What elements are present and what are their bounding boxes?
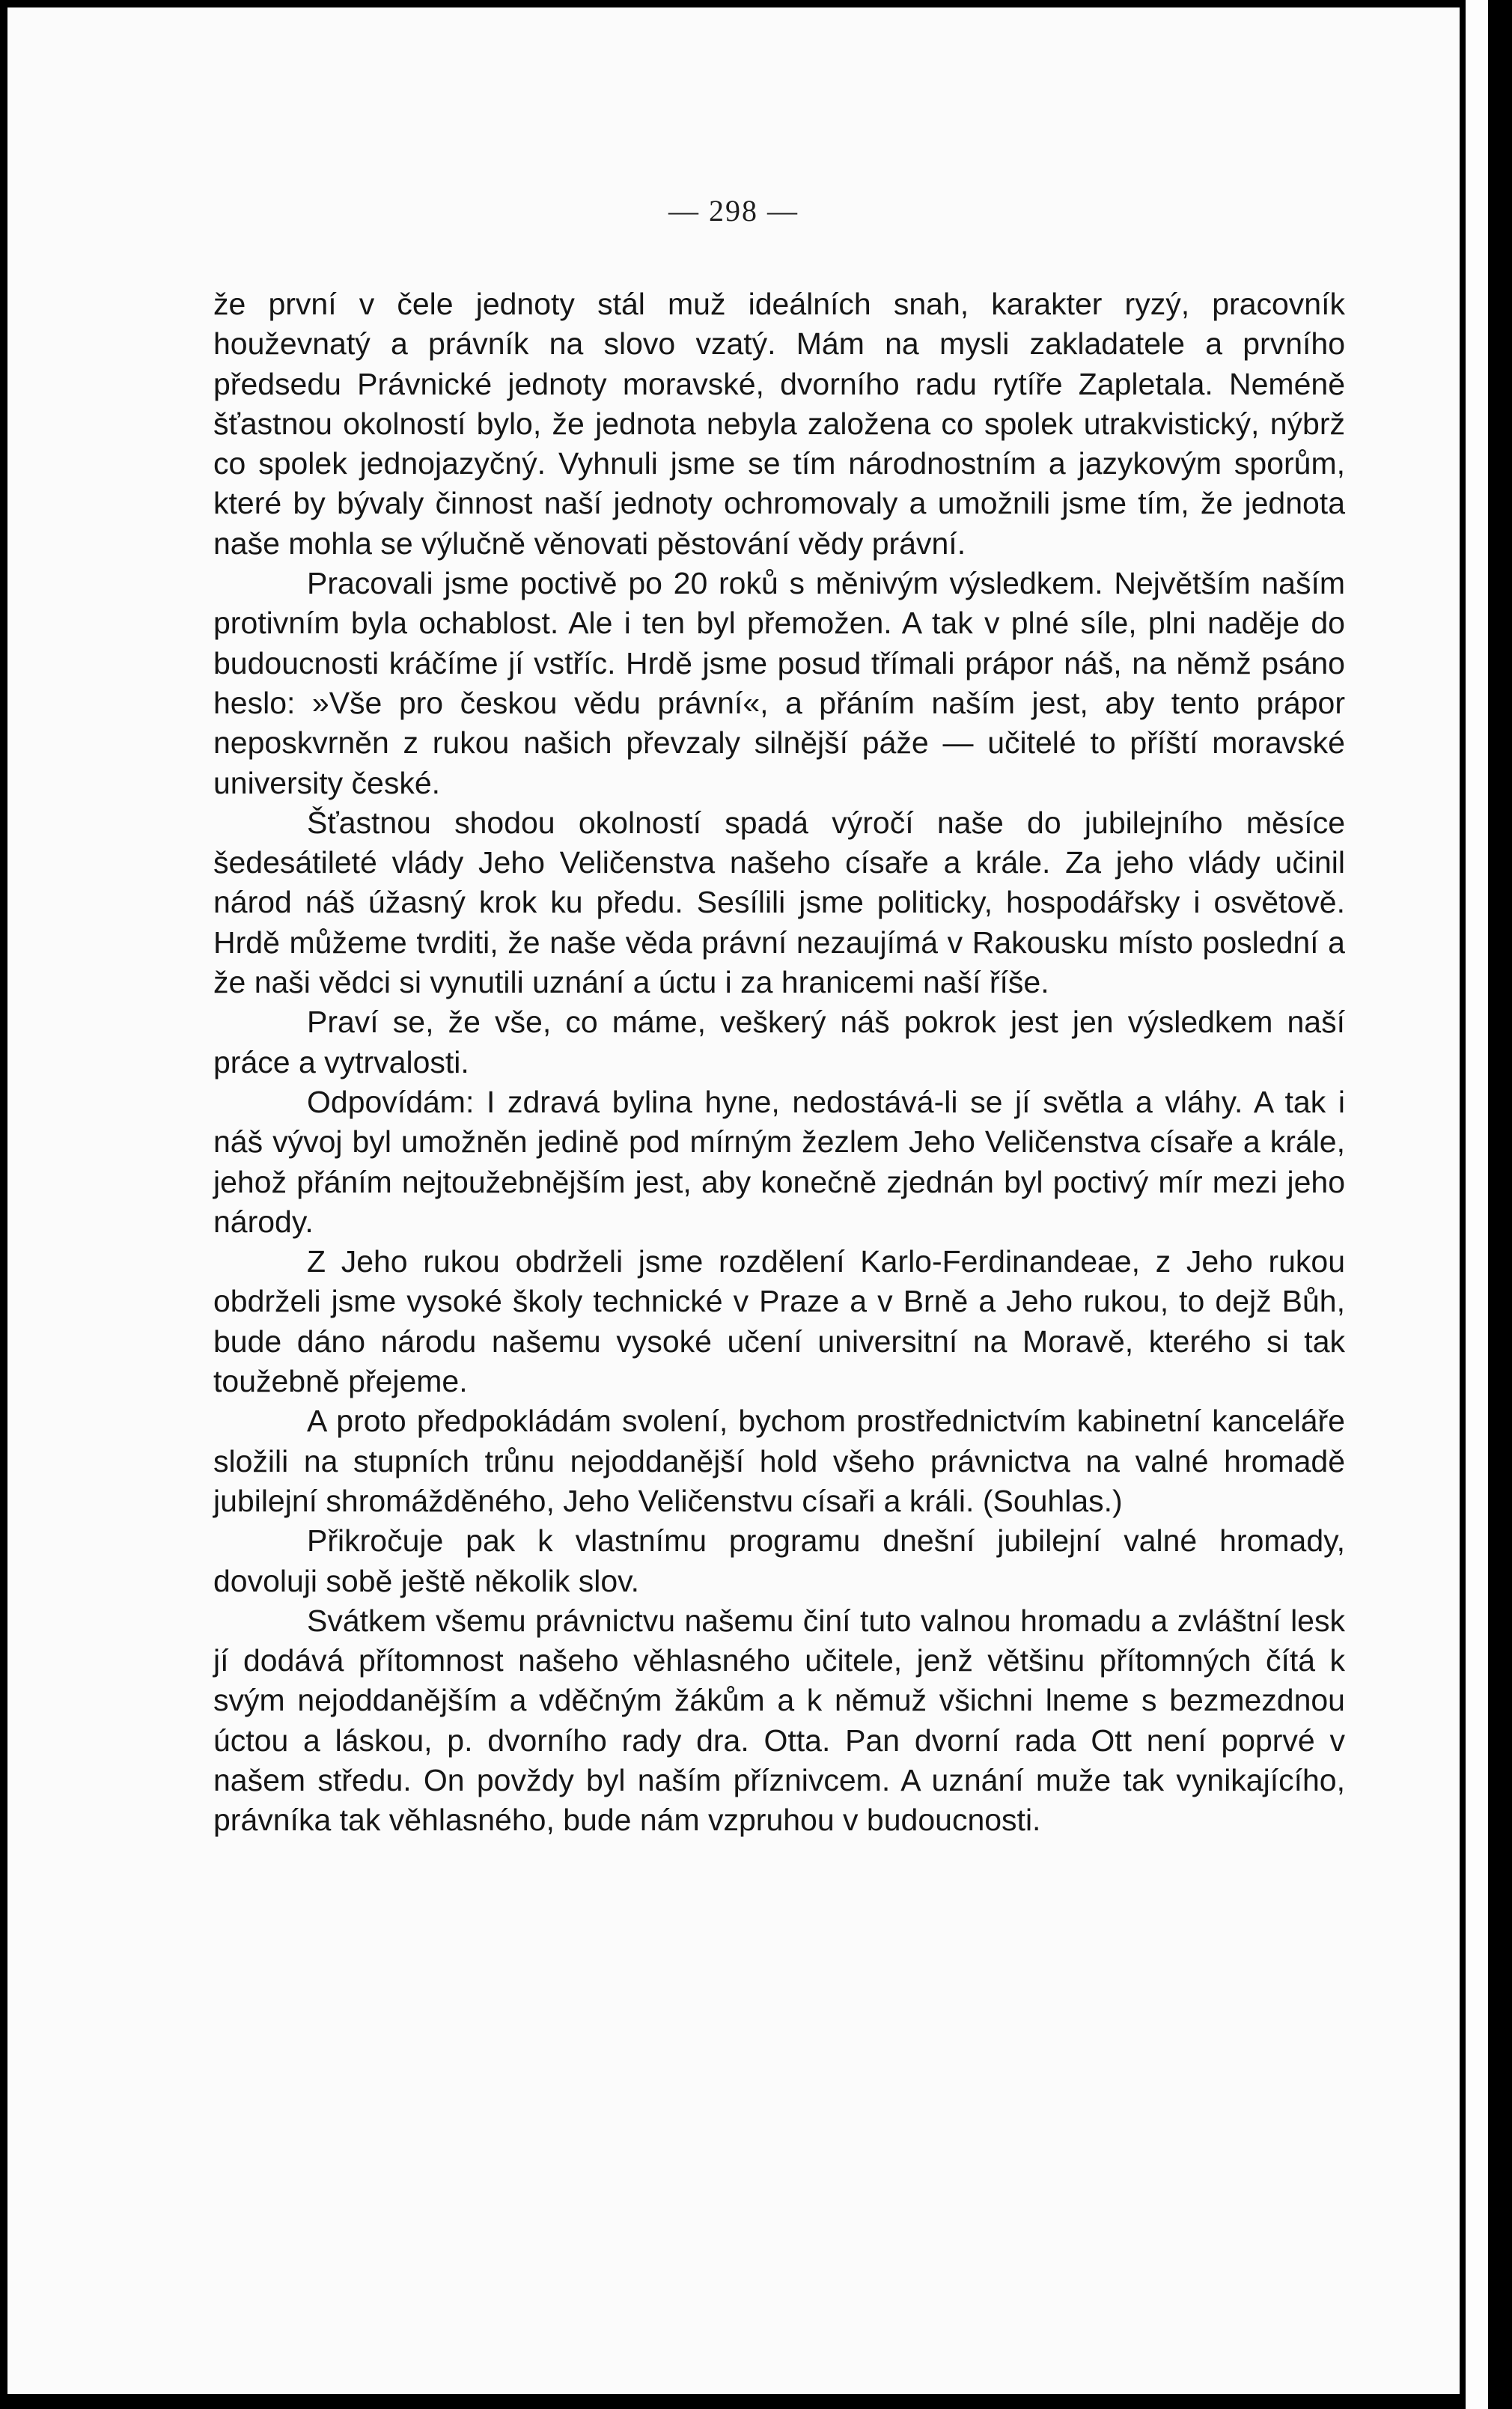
paragraph: A proto předpokládám svolení, bychom prostřednictvím kabinetní kanceláře složili na stupních trůnu nejoddanější hold všeho právnictva na valné hromadě jubilejní shromážděného, Jeho Veličenstvu císaři a králi. (Souhlas.)	[213, 1404, 1345, 1518]
paragraph: Odpovídám: I zdravá bylina hyne, nedostává-li se jí světla a vláhy. A tak i náš vývoj byl umožněn jedině pod mírným žezlem Jeho Veličenstva císaře a krále, jehož přáním nejtoužebnějším jest, aby konečně zjednán byl poctivý mír mezi jeho národy.	[213, 1084, 1345, 1239]
paragraph: Praví se, že vše, co máme, veškerý náš pokrok jest jen výsledkem naší práce a vytrvalosti.	[213, 1005, 1345, 1079]
paragraph: Šťastnou shodou okolností spadá výročí naše do jubilejního měsíce šedesátileté vlády Jeho Veličenstva našeho císaře a krále. Za jeho vlády učinil národ náš úžasný krok ku předu. Sesílili jsme politicky, hospodářsky i osvětově. Hrdě můžeme tvrditi, že naše věda právní nezaujímá v Rakousku místo poslední a že naši vědci si vynutili uznání a úctu i za hranicemi naší říše.	[213, 805, 1345, 1000]
paragraph: Svátkem všemu právnictvu našemu činí tuto valnou hromadu a zvláštní lesk jí dodává přítomnost našeho věhlasného učitele, jenž většinu přítomných čítá k svým nejoddanějším a vděčným žákům a k němuž všichni lneme s bezmezdnou úctou a láskou, p. dvorního rady dra. Otta. Pan dvorní rada Ott není poprvé v našem středu. On povždy byl naším příznivcem. A uznání muže tak vynikajícího, právníka tak věhlasného, bude nám vzpruhou v budoucnosti.	[213, 1603, 1345, 1838]
paragraph: že první v čele jednoty stál muž ideálních snah, karakter ryzý, pracovník houževnatý a právník na slovo vzatý. Mám na mysli zakladatele a prvního předsedu Právnické jednoty moravské, dvorního radu rytíře Zapletala. Neméně šťastnou okolností bylo, že jednota nebyla založena co spolek utrakvistický, nýbrž co spolek jednojazyčný. Vyhnuli jsme se tím národnostním a jazykovým sporům, které by bývaly činnost naší jednoty ochromovaly a umožnili jsme tím, že jednota naše mohla se výlučně věnovati pěstování vědy právní.	[213, 287, 1345, 561]
body-text	[213, 284, 1345, 1841]
paragraph: Pracovali jsme poctivě po 20 roků s měnivým výsledkem. Největším naším protivním byla ochablost. Ale i ten byl přemožen. A tak v plné síle, plni naděje do budoucnosti kráčíme jí vstříc. Hrdě jsme posud třímali prápor náš, na němž psáno heslo: »Vše pro českou vědu právní«, a přáním naším jest, aby tento prápor neposkvrněn z rukou našich převzaly silnější páže — učitelé to příští moravské university české.	[213, 566, 1345, 800]
paragraph: Přikročuje pak k vlastnímu programu dnešní jubilejní valné hromady, dovoluji sobě ještě několik slov.	[213, 1523, 1345, 1598]
document-page	[7, 7, 1460, 2394]
page-number: — 298 —	[668, 194, 799, 228]
paragraph: Z Jeho rukou obdrželi jsme rozdělení Karlo-Ferdinandeae, z Jeho rukou obdrželi jsme vysoké školy technické v Praze a v Brně a Jeho rukou, to dejž Bůh, bude dáno národu našemu vysoké učení universitní na Moravě, kterého si tak toužebně přejeme.	[213, 1244, 1345, 1399]
page-edge	[1466, 0, 1488, 2409]
